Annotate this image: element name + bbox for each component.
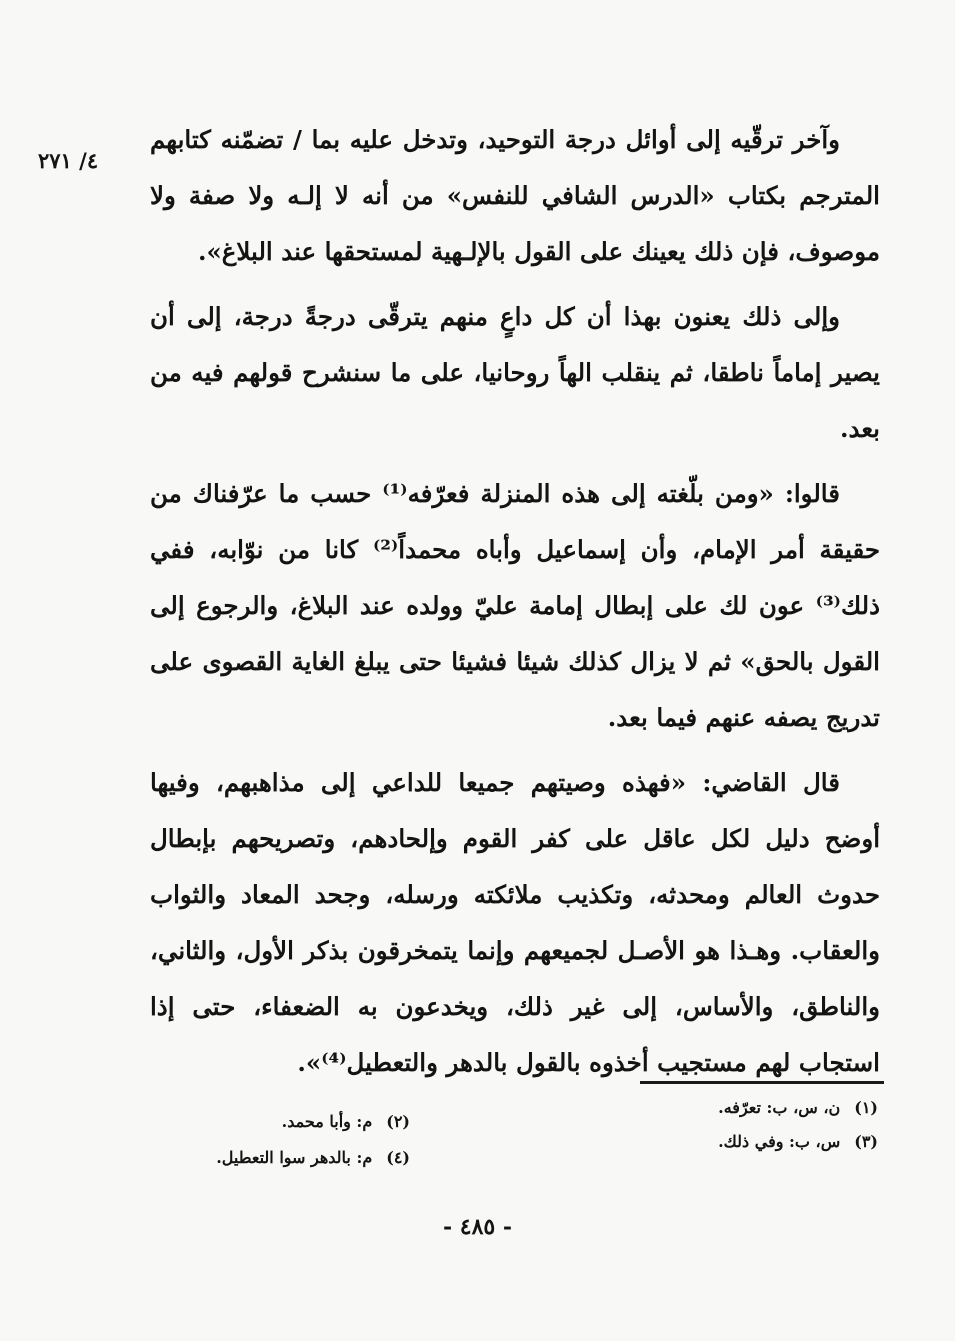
paragraph-3: قالوا: «ومن بلّغته إلى هذه المنزلة فعرّفه⁽¹⁾ حسب ما عرّفناك من حقيقة أمر الإمام، وأن إسماعيل وأباه محمداً⁽²⁾ كانا من نوّابه، ففي ذلك⁽³⁾ عون لك على إبطال إمامة عليّ وولده عند البلاغ، والرجوع إلى القول بالحق» ثم لا يزال كذلك شيئا فشيئا حتى يبلغ الغاية القصوى على تدريج يصفه عنهم فيما بعد. <box>150 479 880 732</box>
paragraph-2: وإلى ذلك يعنون بهذا أن كل داعٍ منهم يترقّى درجةً درجة، إلى أن يصير إماماً ناطقا، ثم ينقلب الهاً روحانيا، على ما سنشرح قولهم فيه من بعد. <box>150 302 880 443</box>
margin-reference: ٤/ ٢٧١ <box>38 148 99 173</box>
main-text <box>150 112 880 1091</box>
footnote-4-number: (٤) <box>386 1148 410 1167</box>
footnote-4 <box>216 1148 410 1167</box>
page-number: - ٤٨٥ - <box>442 1214 513 1240</box>
footnote-2-number: (٢) <box>386 1112 410 1131</box>
footnote-2-text: م: وأبا محمد. <box>281 1112 373 1131</box>
footnote-3 <box>718 1132 878 1151</box>
footnote-1-text: ن، س، ب: تعرّفه. <box>718 1098 841 1117</box>
footnote-4-text: م: بالدهر سوا التعطيل. <box>216 1148 373 1167</box>
footnote-separator <box>640 1081 884 1084</box>
paragraph-1: وآخر ترقّيه إلى أوائل درجة التوحيد، وتدخل عليه بما / تضمّنه كتابهم المترجم بكتاب «الدرس الشافي للنفس» من أنه لا إلـه ولا صفة ولا موصوف، فإن ذلك يعينك على القول بالإلـهية لمستحقها عند البلاغ». <box>150 125 880 266</box>
footnote-3-text: س، ب: وفي ذلك. <box>718 1132 841 1151</box>
footnote-1 <box>718 1098 878 1117</box>
paragraph-4: قال القاضي: «فهذه وصيتهم جميعا للداعي إلى مذاهبهم، وفيها أوضح دليل لكل عاقل على كفر القوم وإلحادهم، وتصريحهم بإبطال حدوث العالم ومحدثه، وتكذيب ملائكته ورسله، وجحد المعاد والثواب والعقاب. وهـذا هو الأصـل لجميعهم وإنما يتمخرقون بذكر الأول، والثاني، والناطق، والأساس، إلى غير ذلك، ويخدعون به الضعفاء، حتى إذا استجاب لهم مستجيب أخذوه بالقول بالدهر والتعطيل⁽⁴⁾». <box>150 768 880 1077</box>
footnote-1-number: (١) <box>854 1098 878 1117</box>
footnote-2 <box>282 1112 410 1131</box>
footnote-3-number: (٣) <box>854 1132 878 1151</box>
